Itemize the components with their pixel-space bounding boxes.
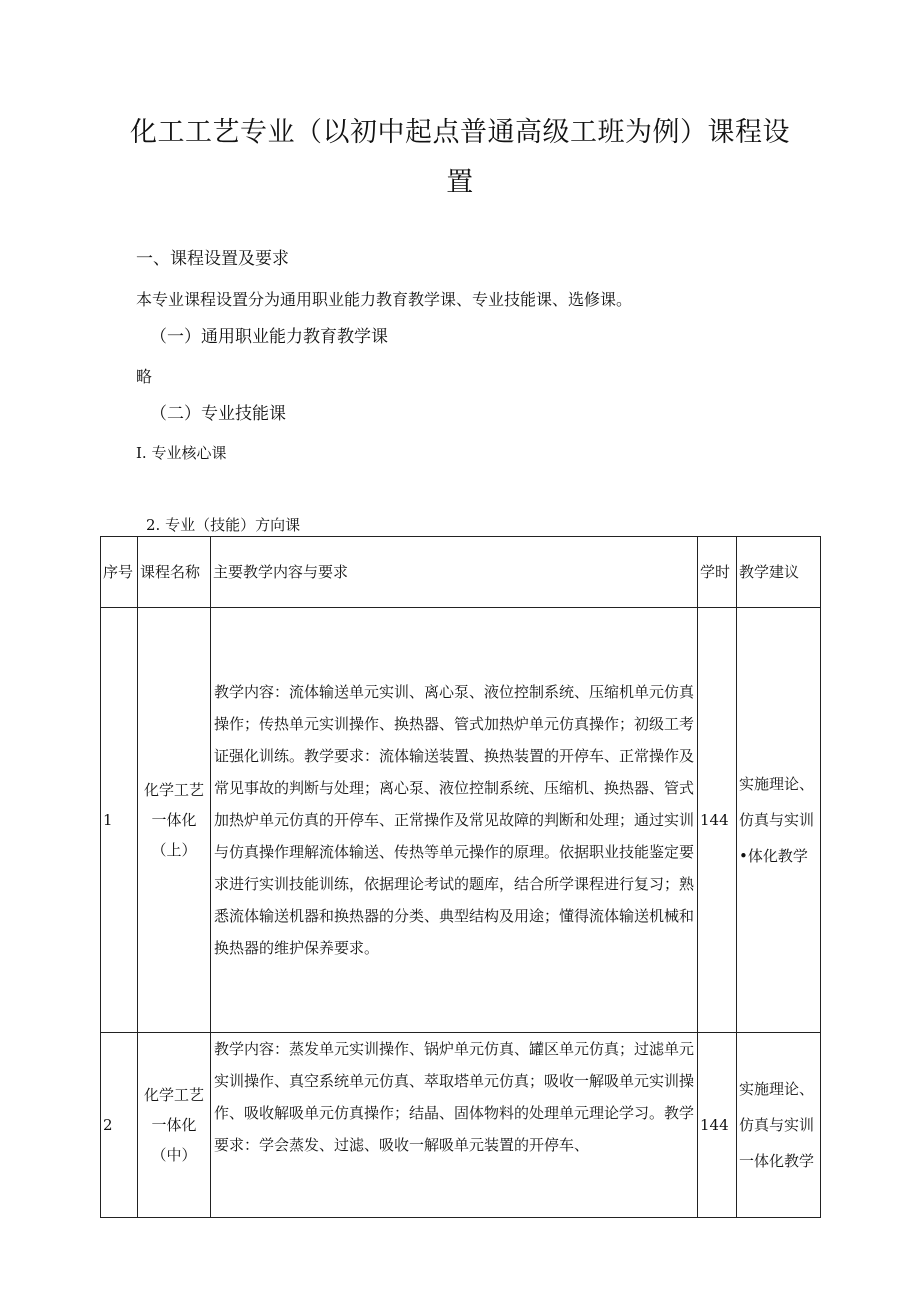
subsection-heading-general: （一）通用职业能力教育教学课 xyxy=(150,327,388,347)
header-num: 序号 xyxy=(101,537,138,608)
row-content: 教学内容：流体输送单元实训、离心泵、液位控制系统、压缩机单元仿真操作；传热单元实训操作、换热器、管式加热炉单元仿真操作；初级工考证强化训练。教学要求：流体输送装置、换热装置的开停车、正常操作及常见事故的判断与处理；离心泵、液位控制系统、压缩机、换热器、管式加热炉单元仿真的开停车、正常操作及常见故障的判断和处理；通过实训与仿真操作理解流体输送、传热等单元操作的原理。依据职业技能鉴定要求进行实训技能训练，依据理论考试的题库，结合所学课程进行复习；熟悉流体输送机器和换热器的分类、典型结构及用途；懂得流体输送机械和换热器的维护保养要求。 xyxy=(211,608,698,1033)
header-content: 主要教学内容与要求 xyxy=(211,537,698,608)
page-title-line-2: 置 xyxy=(446,167,474,198)
row-num: 2 xyxy=(101,1033,138,1218)
header-advice: 教学建议 xyxy=(737,537,821,608)
course-table xyxy=(100,536,821,1218)
section-heading: 一、课程设置及要求 xyxy=(136,249,289,269)
row-num: 1 xyxy=(101,608,138,1033)
row-advice: 实施理论、仿真与实训•体化教学 xyxy=(737,608,821,1033)
table-row xyxy=(101,608,821,1033)
list-item-direction-courses: 2. 专业（技能）方向课 xyxy=(146,516,301,534)
row-advice: 实施理论、仿真与实训一体化教学 xyxy=(737,1033,821,1218)
intro-paragraph: 本专业课程设置分为通用职业能力教育教学课、专业技能课、选修课。 xyxy=(136,290,633,309)
row-hours: 144 xyxy=(698,1033,737,1218)
subsection-heading-skills: （二）专业技能课 xyxy=(150,404,286,424)
page-title-line-1: 化工工艺专业（以初中起点普通高级工班为例）课程设 xyxy=(130,117,790,148)
subsection-general-text: 略 xyxy=(136,367,153,386)
list-item-core-courses: I. 专业核心课 xyxy=(136,444,227,462)
table-header-row xyxy=(101,537,821,608)
row-course-name: 化学工艺一体化（中） xyxy=(138,1033,211,1218)
row-course-name: 化学工艺一体化（上） xyxy=(138,608,211,1033)
header-hours: 学时 xyxy=(698,537,737,608)
row-content: 教学内容：蒸发单元实训操作、锅炉单元仿真、罐区单元仿真；过滤单元实训操作、真空系统单元仿真、萃取塔单元仿真；吸收一解吸单元实训操作、吸收解吸单元仿真操作；结晶、固体物料的处理单元理论学习。教学要求：学会蒸发、过滤、吸收一解吸单元装置的开停车、 xyxy=(211,1033,698,1218)
row-hours: 144 xyxy=(698,608,737,1033)
header-name: 课程名称 xyxy=(138,537,211,608)
table-row xyxy=(101,1033,821,1218)
